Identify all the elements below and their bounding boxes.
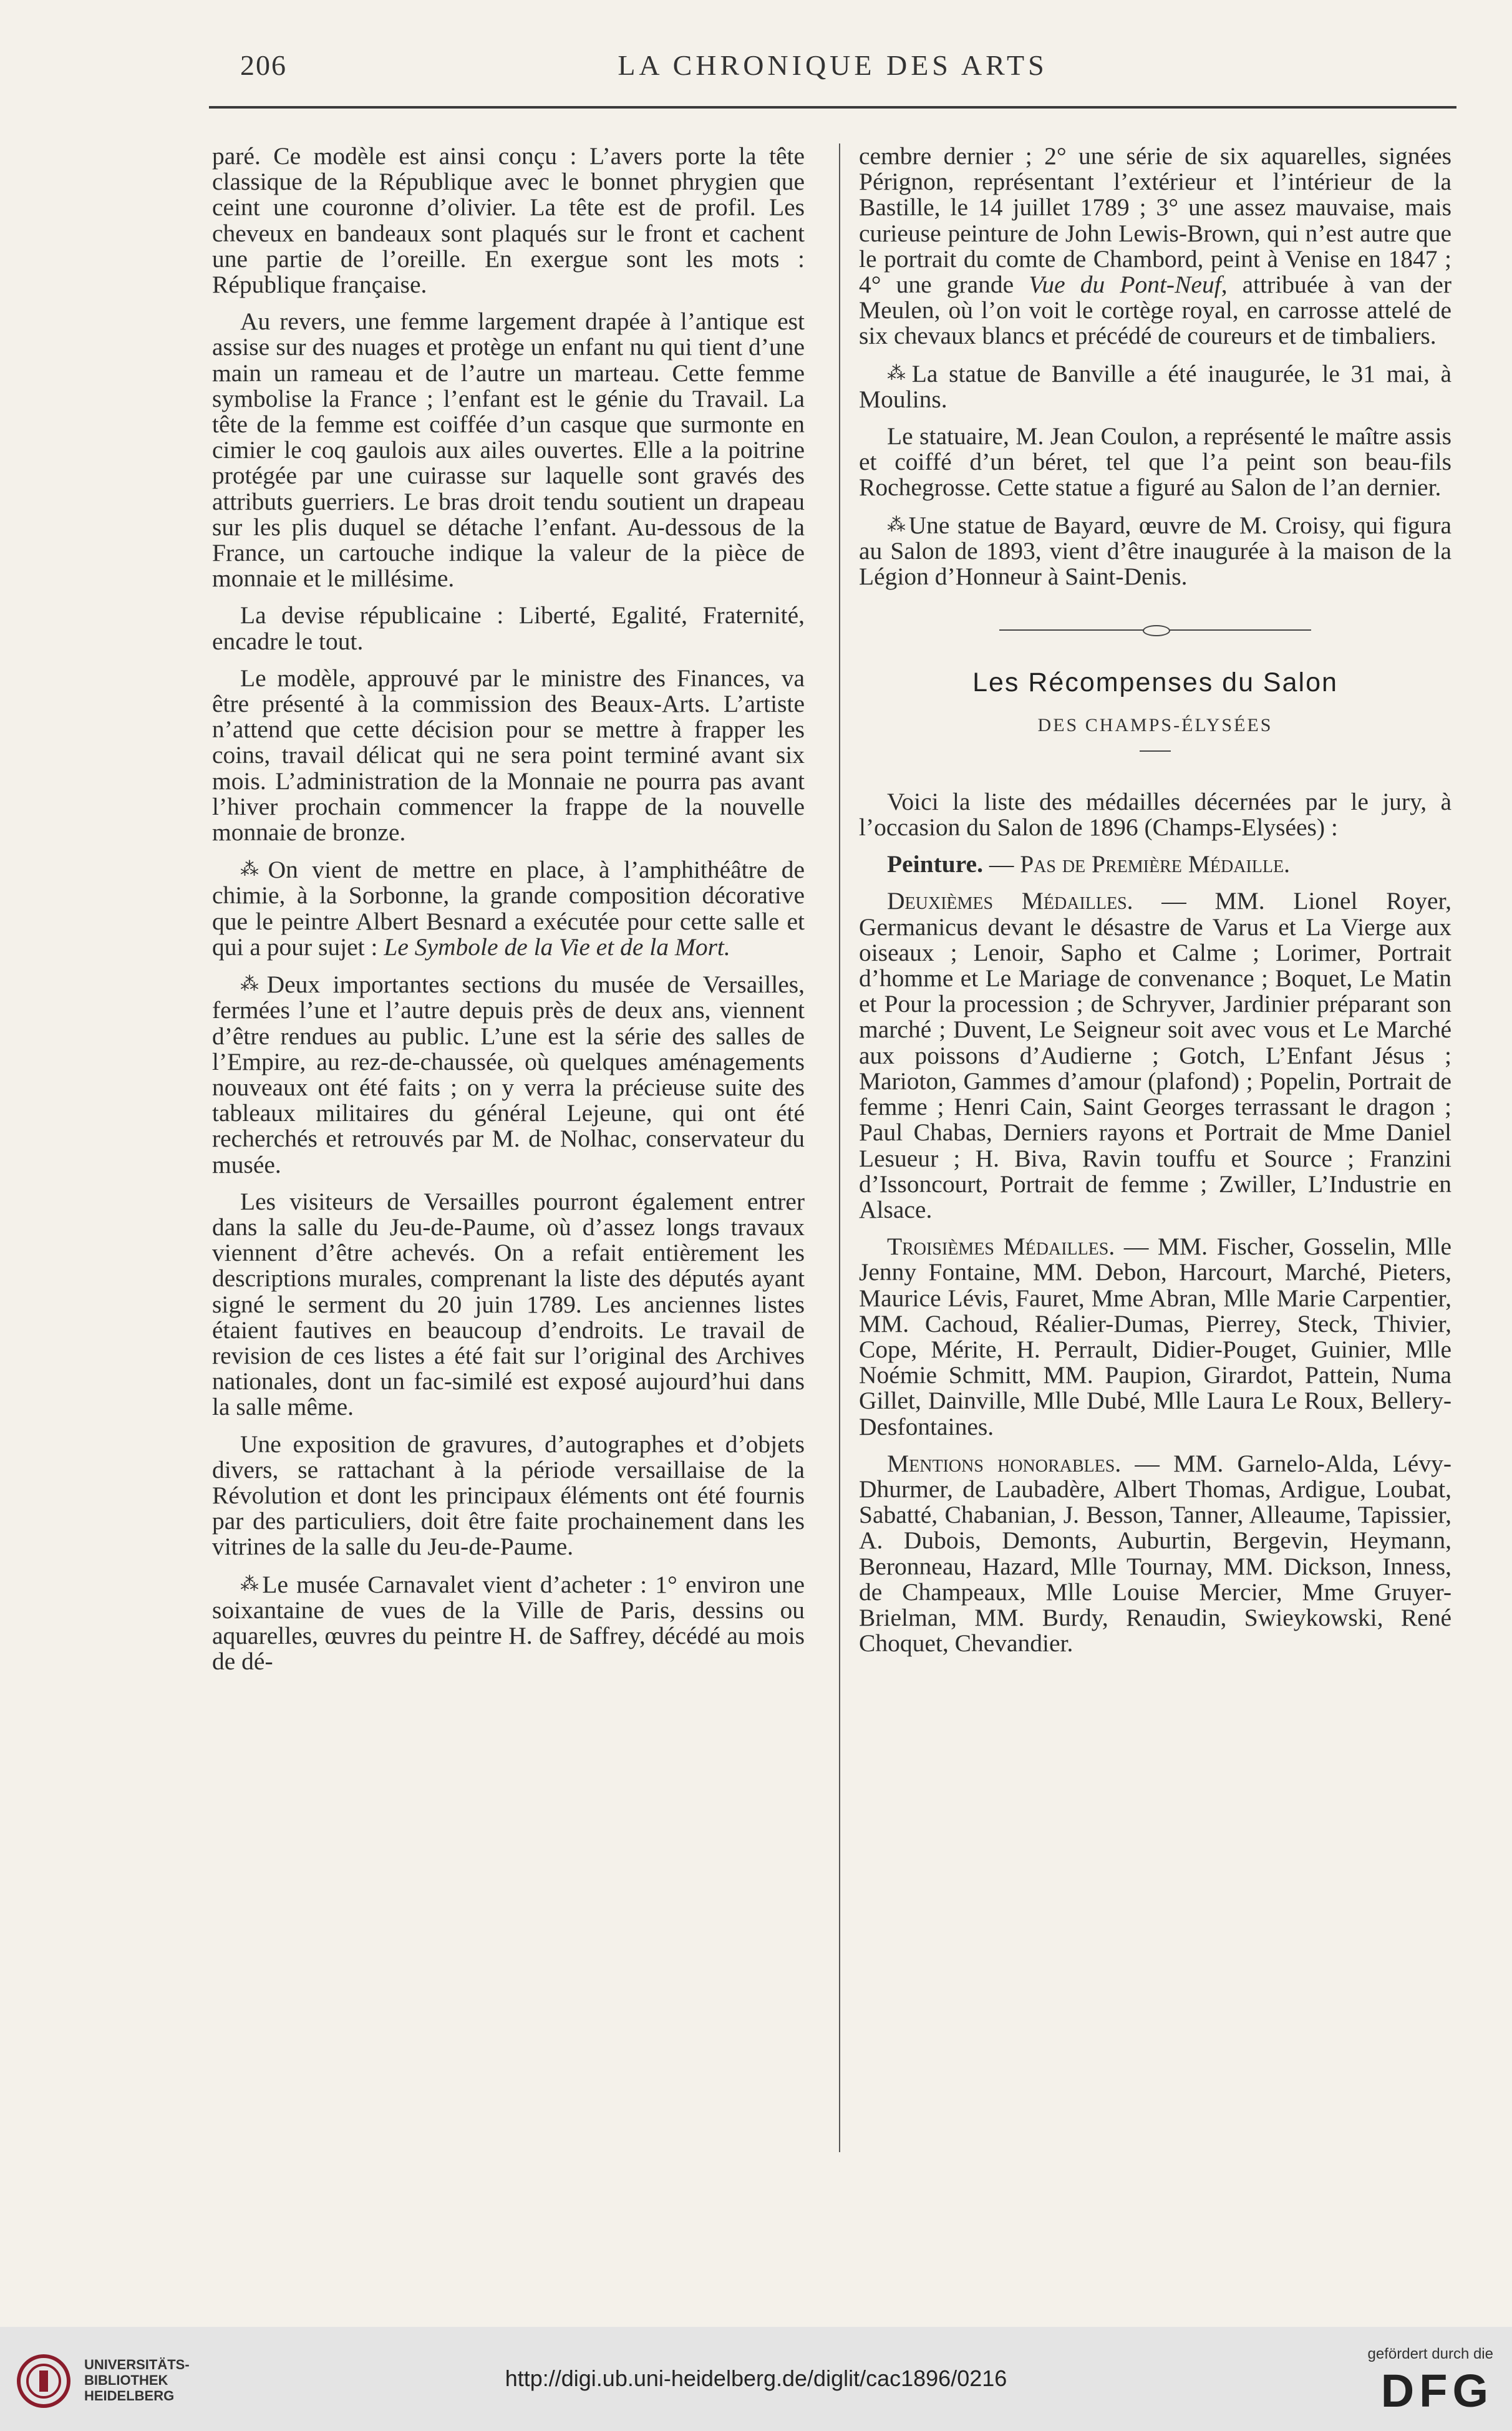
column-divider	[839, 143, 840, 2152]
award-label: Troisièmes Médailles.	[887, 1233, 1115, 1261]
paragraph-text: On vient de mettre en place, à l’amphithéâtre de chimie, à la Sorbonne, la grande composition décorative que le peintre Albert Besnard a exécutée pour cette salle et qui a pour sujet :	[212, 856, 805, 961]
paragraph: paré. Ce modèle est ainsi conçu : L’avers porte la tête classique de la République avec le bonnet phrygien que ceint une couronne d’olivier. La tête est de profil. Les cheveux en bandeaux sont plaqués sur le front et cachent une partie de l’oreille. En exergue sont les mots : République française.	[212, 142, 805, 299]
flourish-ornament-icon	[999, 625, 1311, 635]
permalink-url[interactable]: http://digi.ub.uni-heidelberg.de/diglit/cac1896/0216	[505, 2365, 1007, 2391]
award-list	[859, 1451, 1451, 1657]
running-title: LA CHRONIQUE DES ARTS	[618, 49, 1048, 81]
artwork-title: Vue du Pont-Neuf	[1029, 271, 1221, 299]
header-rule	[209, 106, 1456, 109]
dfg-logo[interactable]	[1344, 2346, 1493, 2420]
category-label: Peinture.	[887, 850, 983, 878]
paragraph-text: cembre dernier ; 2° une série de six aquarelles, signées Pérignon, représentant l’extérieur et l’intérieur de la Bastille, le 14 juillet 1789 ; 3° une assez mauvaise, mais curieuse peinture de John Lewis-Brown, qui n’est autre que le portrait du comte de Chambord, peint à Venise en 1847 ; 4° une grande	[859, 142, 1451, 299]
asterism-icon: ⁂	[887, 362, 908, 384]
paragraph: Le modèle, approuvé par le ministre des Finances, va être présenté à la commission des Beaux-Arts. L’artiste n’attend que cette décision pour se mettre à frapper les coins, travail délicat qui ne sera point terminé avant six mois. L’administration de la Monnaie ne pourra pas avant l’hiver prochain commencer la frappe de la nouvelle monnaie de bronze.	[212, 664, 805, 847]
asterism-icon: ⁂	[240, 859, 264, 880]
news-item	[859, 361, 1451, 412]
library-name-line: BIBLIOTHEK	[84, 2372, 168, 2388]
asterism-icon: ⁂	[240, 974, 263, 995]
paragraph: Une exposition de gravures, d’autographes et d’objets divers, se rattachant à la période versaillaise de la Révolution et dont les principaux éléments ont été fournis par des particuliers, doit être faite prochainement dans les vitrines de la salle du Jeu-de-Paume.	[212, 1430, 805, 1561]
section-title: Les Récompenses du Salon	[972, 667, 1338, 698]
paragraph: Les visiteurs de Versailles pourront également entrer dans la salle du Jeu-de-Paume, où d’assez longs travaux viennent d’être achevés. On a refait entièrement les descriptions murales, comprenant la liste des députés ayant signé le serment du 20 juin 1789. Les anciennes listes étaient fautives en beaucoup d’endroits. Le travail de revision de ces listes a été fait sur l’original des Archives nationales, dont un fac-similé est exposé aujourd’hui dans la salle même.	[212, 1187, 805, 1421]
award-text: — MM. Lionel Royer, Germanicus devant le désastre de Varus et La Vierge aux oiseaux ; Lenoir, Sapho et Calme ; Lorimer, Portrait d’homme et Le Mariage de convenance ; Boquet, Le Matin et Pour la procession ; de Schryver, Jardinier préparant son marché ; Duvent, Le Seigneur soit avec vous et Le Marché aux poissons d’Audierne ; Gotch, L’Enfant Jésus ; Marioton, Gammes d’amour (plafond) ; Popelin, Portrait de femme ; Henri Cain, Saint Georges terrassant le dragon ; Paul Chabas, Derniers rayons et Portrait de Mme Daniel Lesueur ; H. Biva, Ravin touffu et Source ; Franzini d’Issoncourt, Portrait de femme ; Zwiller, L’Industrie en Alsace.	[859, 887, 1451, 1223]
category-text: — Pas de Première Médaille.	[982, 850, 1290, 878]
paragraph-text: Le musée Carnavalet vient d’acheter : 1° environ une soixantaine de vues de la Ville de Paris, dessins ou aquarelles, œuvres du peintre H. de Saffrey, décédé au mois de dé-	[212, 1570, 805, 1676]
award-text: — MM. Fischer, Gosselin, Mlle Jenny Fontaine, MM. Debon, Harcourt, Marché, Pieters, Maurice Lévis, Fauret, Mme Abran, Mlle Marie Carpentier, MM. Cachoud, Réalier-Dumas, Pierrey, Steck, Thivier, Cope, Mérite, H. Perrault, Didier-Pouget, Guinier, Mlle Noémie Schmitt, MM. Paupion, Girardot, Pattein, Numa Gillet, Dainville, Mlle Dubé, Mlle Laura Le Roux, Bellery-Desfontaines.	[859, 1233, 1452, 1440]
news-item	[212, 856, 805, 960]
dfg-wordmark: DFG	[1380, 2365, 1493, 2417]
paragraph: Le statuaire, M. Jean Coulon, a représenté le maître assis et coiffé d’un béret, tel que l’a peint son beau-fils Rochegrosse. Cette statue a figuré au Salon de l’an dernier.	[859, 422, 1451, 502]
news-item	[859, 512, 1451, 590]
news-item	[212, 1571, 805, 1675]
library-name-line: UNIVERSITÄTS-	[84, 2357, 190, 2372]
asterism-icon: ⁂	[887, 514, 905, 535]
artwork-title: Le Symbole de la Vie et de la Mort.	[384, 933, 730, 961]
section-ornament	[859, 614, 1451, 640]
award-category	[859, 852, 1451, 877]
library-name-line: HEIDELBERG	[84, 2388, 175, 2404]
page-header	[206, 49, 1460, 92]
left-column	[212, 143, 805, 1686]
award-list	[859, 1234, 1451, 1440]
paragraph-text: Une statue de Bayard, œuvre de M. Croisy, qui figura au Salon de 1893, vient d’être inaugurée à la maison de la Légion d’Honneur à Saint-Denis.	[859, 511, 1451, 591]
right-column	[859, 143, 1451, 1667]
paragraph: Voici la liste des médailles décernées par le jury, à l’occasion du Salon de 1896 (Champs-Elysées) :	[859, 787, 1451, 842]
viewer-footer	[0, 2327, 1512, 2431]
paragraph-text: , attribuée à van der Meulen, où l’on voit le cortège royal, en carrosse attelé de six chevaux blancs et précédé de coureurs et de timbaliers.	[859, 271, 1451, 350]
paragraph: Au revers, une femme largement drapée à l’antique est assise sur des nuages et protège un enfant nu qui tient d’une main un rameau et de l’autre un marteau. Cette femme symbolise la France ; l’enfant est le génie du Travail. La tête de la femme est coiffée d’un casque que surmonte en cimier le coq gaulois aux ailes ouvertes. Elle a la poitrine protégée par une cuirasse sur laquelle sont gravés des attributs guerriers. Le bras droit tendu soutient un drapeau sur les plis duquel se détache l’enfant. Au-dessous de la France, un cartouche indique la valeur de la pièce de monnaie et le millésime.	[212, 308, 805, 593]
paragraph-text: La statue de Banville a été inaugurée, le 31 mai, à Moulins.	[859, 359, 1451, 413]
award-list	[859, 888, 1451, 1223]
short-rule	[1140, 750, 1171, 752]
award-label: Deuxièmes Médailles.	[887, 887, 1133, 915]
news-item	[212, 971, 805, 1178]
award-text: — MM. Garnelo-Alda, Lévy-Dhurmer, de Laubadère, Albert Thomas, Ardigue, Loubat, Sabatté, Chabanian, J. Besson, Tanner, Alleaume, Tapissier, A. Dubois, Demonts, Auburtin, Bergevin, Heymann, Beronneau, Hazard, Mlle Tournay, MM. Dickson, Inness, de Champeaux, Mlle Louise Mercier, Mme Gruyer-Brielman, MM. Burdy, Renaudin, Swieykowski, René Choquet, Chevandier.	[859, 1449, 1451, 1657]
award-label: Mentions honorables.	[887, 1449, 1122, 1477]
paragraph	[859, 143, 1451, 349]
paragraph: La devise républicaine : Liberté, Egalité, Fraternité, encadre le tout.	[212, 601, 805, 655]
asterism-icon: ⁂	[240, 1573, 259, 1594]
funding-caption: gefördert durch die	[1367, 2346, 1493, 2362]
paragraph-text: Deux importantes sections du musée de Versailles, fermées l’une et l’autre depuis près de deux ans, viennent d’être rendues au public. L’une est la série des salles de l’Empire, au rez-de-chaussée, où quelques aménagements nouveaux ont été faits ; on y verra la précieuse suite des tableaux militaires du général Lejeune, qui ont été recherchés et retrouvés par M. de Nolhac, conservateur du musée.	[212, 971, 805, 1178]
page-number: 206	[240, 49, 287, 81]
section-subtitle: DES CHAMPS-ÉLYSÉES	[1037, 714, 1273, 735]
